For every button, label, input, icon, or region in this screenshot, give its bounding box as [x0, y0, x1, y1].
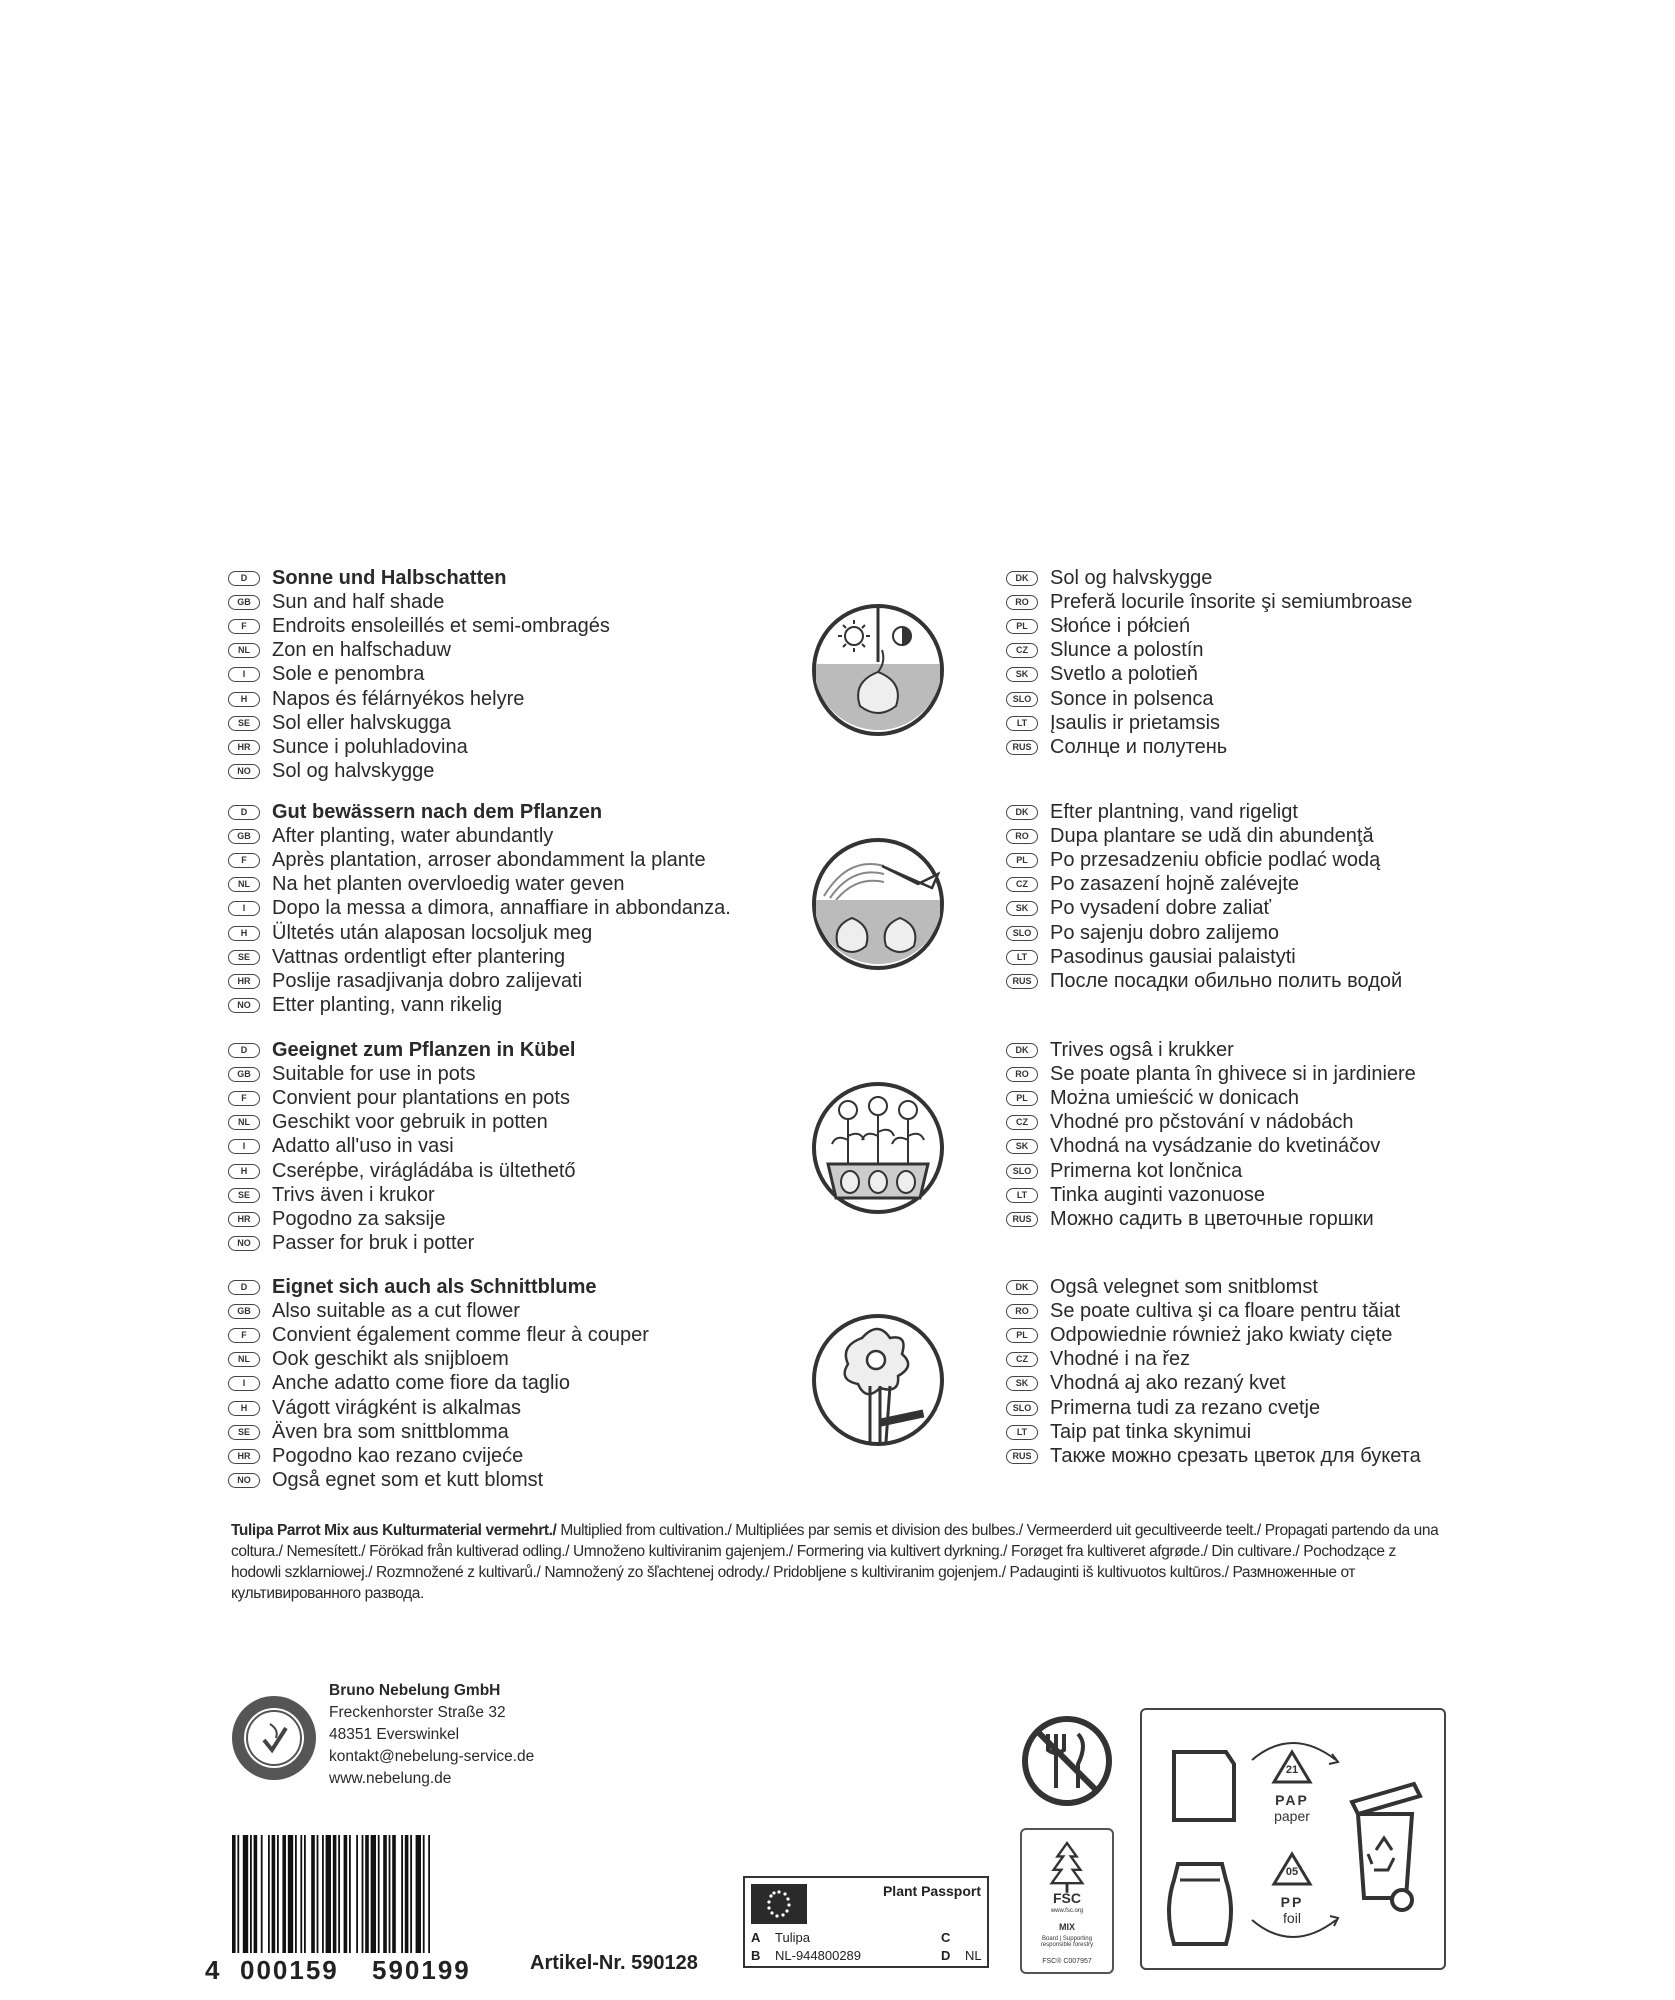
instruction-row [228, 1062, 576, 1086]
instruction-text: Svetlo a polotieň [1050, 663, 1198, 686]
country-code-badge: D [228, 805, 260, 820]
barcode-bar [392, 1835, 396, 1953]
country-code-badge: HR [228, 1212, 260, 1227]
instruction-row [228, 566, 610, 590]
country-code-badge: SLO [1006, 1164, 1038, 1179]
country-code-badge: D [228, 1043, 260, 1058]
instruction-row [228, 1469, 649, 1493]
country-code-badge: SK [1006, 901, 1038, 916]
barcode-bar [295, 1835, 297, 1953]
country-code-badge: SE [228, 950, 260, 965]
instruction-text: Įsaulis ir prietamsis [1050, 711, 1221, 734]
instruction-text: После посадки обильно полить водой [1050, 969, 1403, 992]
country-code-badge: F [228, 619, 260, 634]
country-code-badge: NL [228, 643, 260, 658]
instruction-text: Etter planting, vann rikelig [272, 994, 503, 1017]
instruction-row [1006, 800, 1402, 824]
country-code-badge: DK [1006, 1043, 1038, 1058]
instruction-row [1006, 1086, 1416, 1110]
instruction-text: Anche adatto come fiore da taglio [272, 1372, 570, 1395]
instruction-row [228, 994, 731, 1018]
instruction-row [1006, 1348, 1421, 1372]
instruction-row [1006, 945, 1402, 969]
pap-code: 21 [1285, 1764, 1299, 1776]
fsc-logo-text: FSC [1053, 1890, 1081, 1906]
instruction-row [228, 1159, 576, 1183]
not-food-icon [1018, 1712, 1116, 1810]
arrow-to-bin-icon [1242, 1720, 1342, 1960]
barcode-bar [365, 1835, 369, 1953]
country-code-badge: F [228, 1091, 260, 1106]
instruction-row [1006, 873, 1402, 897]
instruction-text: Primerna tudi za rezano cvetje [1050, 1396, 1321, 1419]
country-code-badge: SK [1006, 667, 1038, 682]
instruction-text: Tinka auginti vazonuose [1050, 1183, 1265, 1206]
country-code-badge: LT [1006, 1188, 1038, 1203]
instruction-row [228, 735, 610, 759]
instruction-text: Geeignet zum Pflanzen in Kübel [272, 1038, 576, 1061]
barcode-bar [232, 1835, 236, 1953]
country-code-badge: H [228, 1401, 260, 1416]
instruction-column-right [1006, 800, 1402, 994]
instruction-text: Na het planten overvloedig water geven [272, 873, 625, 896]
country-code-badge: PL [1006, 853, 1038, 868]
instruction-text: Po zasazení hojně zalévejte [1050, 873, 1300, 896]
instruction-text: Dupa plantare se udă din abundenţă [1050, 824, 1374, 847]
barcode-bar [272, 1835, 276, 1953]
company-address [329, 1680, 534, 1790]
instruction-row [228, 1183, 576, 1207]
instruction-column-left [228, 566, 610, 784]
pap-sub: paper [1274, 1808, 1310, 1824]
country-code-badge: RO [1006, 1304, 1038, 1319]
country-code-badge: HR [228, 1449, 260, 1464]
passport-d-value: NL [965, 1948, 982, 1963]
barcode-bar [356, 1835, 358, 1953]
instruction-text: Även bra som snittblomma [272, 1420, 509, 1443]
instruction-row [228, 687, 610, 711]
instruction-text: Также можно срезать цветок для букета [1050, 1444, 1421, 1467]
barcode-bar [326, 1835, 331, 1953]
country-code-badge: DK [1006, 1280, 1038, 1295]
instruction-row [228, 1444, 649, 1468]
instruction-row [1006, 824, 1402, 848]
country-code-badge: RUS [1006, 1449, 1038, 1464]
instruction-row [1006, 1135, 1416, 1159]
foil-bag-icon [1160, 1854, 1240, 1954]
instruction-text: Odpowiednie również jako kwiaty cięte [1050, 1323, 1393, 1346]
barcode-bar [401, 1835, 403, 1953]
instruction-text: Passer for bruk i potter [272, 1232, 475, 1255]
barcode-bar [288, 1835, 293, 1953]
instruction-text: Można umieścić w donicach [1050, 1086, 1299, 1109]
instruction-text: Taip pat tinka skynimui [1050, 1420, 1252, 1443]
country-code-badge: RO [1006, 829, 1038, 844]
instruction-row [1006, 1396, 1421, 1420]
country-code-badge: SLO [1006, 926, 1038, 941]
country-code-badge: NL [228, 1352, 260, 1367]
barcode-bar [371, 1835, 376, 1953]
barcode-bar [254, 1835, 258, 1953]
instruction-text: Солнце и полутень [1050, 735, 1228, 758]
instruction-text: Zon en halfschaduw [272, 639, 452, 662]
fsc-mix: MIX [1058, 1922, 1075, 1932]
instruction-row [228, 760, 610, 784]
instruction-text: Sonne und Halbschatten [272, 566, 507, 589]
instruction-row [228, 663, 610, 687]
barcode-bar [237, 1835, 239, 1953]
barcode-bar [416, 1835, 421, 1953]
company-street: Freckenhorster Straße 32 [329, 1704, 506, 1721]
instruction-text: Also suitable as a cut flower [272, 1299, 520, 1322]
barcode-bar [268, 1835, 270, 1953]
pp-code: 05 [1285, 1866, 1299, 1878]
instruction-text: Dopo la messa a dimora, annaffiare in abbondanza. [272, 897, 731, 920]
instruction-row [1006, 590, 1412, 614]
country-code-badge: SLO [1006, 1401, 1038, 1416]
fsc-code: FSC® C007957 [1042, 1958, 1092, 1965]
instruction-text: Po przesadzeniu obficie podlać wodą [1050, 848, 1381, 871]
instruction-row [1006, 897, 1402, 921]
instruction-text: Sol og halvskygge [272, 760, 435, 783]
country-code-badge: D [228, 571, 260, 586]
instruction-row [228, 873, 731, 897]
country-code-badge: GB [228, 829, 260, 844]
country-code-badge: DK [1006, 805, 1038, 820]
country-code-badge: I [228, 1139, 260, 1154]
pap-label: PAP [1275, 1792, 1309, 1808]
instruction-text: Vhodné i na řez [1050, 1348, 1191, 1371]
instruction-text: Adatto all'uso in vasi [272, 1135, 454, 1158]
instruction-text: Pogodno kao rezano cvijeće [272, 1444, 524, 1467]
barcode-bar [311, 1835, 315, 1953]
instruction-text: Après plantation, arroser abondamment la plante [272, 848, 706, 871]
instruction-text: Vattnas ordentligt efter plantering [272, 945, 566, 968]
instruction-row [228, 1207, 576, 1231]
passport-a-label: A [751, 1930, 761, 1945]
plant-passport-title: Plant Passport [882, 1883, 981, 1899]
instruction-row [228, 1038, 576, 1062]
instruction-row [228, 711, 610, 735]
instruction-text: Se poate cultiva şi ca floare pentru tăiat [1050, 1299, 1401, 1322]
country-code-badge: F [228, 853, 260, 868]
instruction-text: After planting, water abundantly [272, 824, 554, 847]
country-code-badge: LT [1006, 1425, 1038, 1440]
instruction-text: Po sajenju dobro zalijemo [1050, 921, 1280, 944]
country-code-badge: I [228, 901, 260, 916]
instruction-row [1006, 1183, 1416, 1207]
article-number: Artikel-Nr. 590128 [530, 1952, 698, 1974]
barcode-bar [304, 1835, 306, 1953]
instruction-text: Primerna kot lončnica [1050, 1159, 1243, 1182]
country-code-badge: I [228, 1376, 260, 1391]
instruction-text: Endroits ensoleillés et semi-ombragés [272, 614, 610, 637]
country-code-badge: SK [1006, 1376, 1038, 1391]
recycling-box [1140, 1708, 1446, 1970]
instruction-text: Convient également comme fleur à couper [272, 1323, 649, 1346]
country-code-badge: PL [1006, 1328, 1038, 1343]
instruction-row [228, 824, 731, 848]
instruction-row [1006, 1062, 1416, 1086]
barcode-bar [349, 1835, 351, 1953]
country-code-badge: RUS [1006, 974, 1038, 989]
barcode [228, 1835, 498, 1953]
cultivation-footnote [231, 1520, 1446, 1604]
instruction-text: Vágott virágként is alkalmas [272, 1396, 522, 1419]
barcode-bar [243, 1835, 248, 1953]
instruction-row [228, 1275, 649, 1299]
country-code-badge: RO [1006, 1067, 1038, 1082]
instruction-text: Ültetés után alaposan locsoljuk meg [272, 921, 593, 944]
instruction-text: Можно садить в цветочные горшки [1050, 1207, 1374, 1230]
passport-c-label: C [941, 1930, 951, 1945]
instruction-column-right [1006, 566, 1412, 760]
pp-sub: foil [1283, 1910, 1301, 1926]
fsc-claim: Board | Supporting responsible forestry [1040, 1936, 1094, 1948]
instruction-row [1006, 663, 1412, 687]
barcode-bar [405, 1835, 409, 1953]
instruction-row [1006, 614, 1412, 638]
instruction-row [228, 590, 610, 614]
barcode-bar [428, 1835, 430, 1953]
instruction-row [1006, 1111, 1416, 1135]
instruction-column-right [1006, 1275, 1421, 1469]
eu-flag-icon [751, 1884, 807, 1924]
company-website: www.nebelung.de [329, 1770, 452, 1787]
country-code-badge: SLO [1006, 692, 1038, 707]
instruction-row [228, 848, 731, 872]
instruction-row [228, 1135, 576, 1159]
instruction-text: Cserépbe, virágládába is ültethető [272, 1159, 576, 1182]
barcode-bar [277, 1835, 279, 1953]
country-code-badge: NO [228, 764, 260, 779]
company-city: 48351 Everswinkel [329, 1726, 460, 1743]
fsc-label [1020, 1828, 1114, 1974]
flower-pot-icon [810, 1080, 946, 1216]
country-code-badge: H [228, 1164, 260, 1179]
instruction-text: Preferă locurile însorite şi semiumbroase [1050, 590, 1413, 613]
country-code-badge: PL [1006, 619, 1038, 634]
passport-d-label: D [941, 1948, 951, 1963]
instruction-text: Sun and half shade [272, 590, 445, 613]
instruction-text: Se poate planta în ghivece si in jardiniere [1050, 1062, 1416, 1085]
instruction-row [1006, 639, 1412, 663]
instruction-row [1006, 1444, 1421, 1468]
instruction-row [1006, 1207, 1416, 1231]
instruction-row [228, 1372, 649, 1396]
country-code-badge: GB [228, 1067, 260, 1082]
passport-b-value: NL-944800289 [775, 1948, 862, 1963]
barcode-group-2: 590199 [372, 1955, 471, 1985]
country-code-badge: SE [228, 1188, 260, 1203]
country-code-badge: I [228, 667, 260, 682]
cut-flower-icon [810, 1312, 946, 1448]
company-email: kontakt@nebelung-service.de [329, 1748, 535, 1765]
instruction-text: Ogsâ velegnet som snitblomst [1050, 1275, 1318, 1298]
fsc-website: www.fsc.org [1050, 1908, 1084, 1914]
country-code-badge: DK [1006, 571, 1038, 586]
country-code-badge: NO [228, 1473, 260, 1488]
country-code-badge: PL [1006, 1091, 1038, 1106]
instruction-row [228, 969, 731, 993]
barcode-first-digit: 4 [205, 1955, 222, 1985]
country-code-badge: H [228, 692, 260, 707]
instruction-text: Convient pour plantations en pots [272, 1086, 570, 1109]
instruction-row [1006, 969, 1402, 993]
instruction-row [228, 897, 731, 921]
instruction-row [1006, 1038, 1416, 1062]
country-code-badge: RUS [1006, 740, 1038, 755]
recycling-bin-icon [1346, 1776, 1436, 1916]
barcode-bar [423, 1835, 425, 1953]
instruction-row [1006, 687, 1412, 711]
barcode-group-1: 000159 [240, 1955, 339, 1985]
instruction-text: Sole e penombra [272, 663, 425, 686]
instruction-row [228, 614, 610, 638]
country-code-badge: CZ [1006, 643, 1038, 658]
instruction-row [1006, 1372, 1421, 1396]
instruction-row [1006, 1299, 1421, 1323]
instruction-row [1006, 921, 1402, 945]
barcode-bar [322, 1835, 324, 1953]
instruction-text: Po vysadení dobre zaliať [1050, 897, 1271, 920]
country-code-badge: RO [1006, 595, 1038, 610]
country-code-badge: NL [228, 877, 260, 892]
instruction-row [1006, 1420, 1421, 1444]
instruction-text: Sol eller halvskugga [272, 711, 451, 734]
country-code-badge: GB [228, 1304, 260, 1319]
country-code-badge: GB [228, 595, 260, 610]
instruction-row [228, 1396, 649, 1420]
instruction-text: Vhodná aj ako rezaný kvet [1050, 1372, 1286, 1395]
country-code-badge: HR [228, 974, 260, 989]
barcode-bar [383, 1835, 387, 1953]
country-code-badge: H [228, 926, 260, 941]
instruction-text: Pasodinus gausiai palaistyti [1050, 945, 1296, 968]
country-code-badge: NO [228, 1236, 260, 1251]
instruction-text: Vhodná na vysádzanie do kvetináčov [1050, 1135, 1381, 1158]
instruction-row [1006, 735, 1412, 759]
plant-passport [743, 1876, 989, 1968]
instruction-text: Eignet sich auch als Schnittblume [272, 1275, 597, 1298]
country-code-badge: NL [228, 1115, 260, 1130]
instruction-text: Vhodné pro pčstování v nádobách [1050, 1111, 1354, 1134]
footnote-rest: Multiplied from cultivation./ Multipliées par semis et division des bulbes./ Vermeerderd uit gecultiveerde teelt./ Propagati partendo da una coltura./ Nemesített./ Förökad från kultiverad odling./ Umnoženo kultiviranim gajenjem./ Formering via kultivert dyrkning./ Forøget fra kultiveret afgrøde./ Din cultivare./ Pochodzące z hodowli szklarniowej./ Rozmnožené z kultivarů./ Namnožený zo šľachtenej odrody./ Pridobljene s kultiviranim gojenjem./ Padauginti iš kultivuotos kultūros./ Размноженные от культивированного развода. [231, 1522, 1439, 1602]
country-code-badge: LT [1006, 950, 1038, 965]
country-code-badge: SK [1006, 1139, 1038, 1154]
instruction-text: Sunce i poluhladovina [272, 735, 468, 758]
instruction-text: Poslije rasadjivanja dobro zalijevati [272, 969, 583, 992]
instruction-text: Napos és félárnyékos helyre [272, 687, 525, 710]
barcode-bar [300, 1835, 302, 1953]
instruction-text: Suitable for use in pots [272, 1062, 476, 1085]
instruction-row [1006, 711, 1412, 735]
passport-b-label: B [751, 1948, 761, 1963]
instruction-text: Slunce a polostín [1050, 639, 1204, 662]
instruction-row [228, 945, 731, 969]
instruction-row [1006, 1159, 1416, 1183]
instruction-text: Pogodno za saksije [272, 1207, 446, 1230]
instruction-text: Sol og halvskygge [1050, 566, 1213, 589]
instruction-text: Gut bewässern nach dem Pflanzen [272, 800, 603, 823]
country-code-badge: D [228, 1280, 260, 1295]
barcode-bar [338, 1835, 340, 1953]
instruction-row [228, 1323, 649, 1347]
country-code-badge: F [228, 1328, 260, 1343]
instruction-text: Słońce i półcień [1050, 614, 1191, 637]
country-code-badge: CZ [1006, 1115, 1038, 1130]
barcode-bar [389, 1835, 391, 1953]
sun-half-shade-icon [810, 602, 946, 738]
instruction-row [228, 1299, 649, 1323]
instruction-row [228, 1420, 649, 1444]
country-code-badge: SE [228, 1425, 260, 1440]
footnote-bold: Tulipa Parrot Mix aus Kulturmaterial vermehrt./ [231, 1522, 557, 1539]
instruction-row [1006, 848, 1402, 872]
instruction-text: Efter plantning, vand rigeligt [1050, 800, 1298, 823]
barcode-bar [261, 1835, 263, 1953]
instruction-column-left [228, 1038, 576, 1256]
barcode-bar [344, 1835, 348, 1953]
fsc-tree-icon [1022, 1836, 1112, 1896]
instruction-text: Geschikt voor gebruik in potten [272, 1111, 548, 1134]
barcode-bar [282, 1835, 286, 1953]
instruction-column-left [228, 800, 731, 1018]
country-code-badge: HR [228, 740, 260, 755]
barcode-bar [362, 1835, 364, 1953]
instruction-column-right [1006, 1038, 1416, 1232]
country-code-badge: NO [228, 998, 260, 1013]
barcode-bar [333, 1835, 337, 1953]
instruction-text: Sonce in polsenca [1050, 687, 1214, 710]
barcode-bar [317, 1835, 319, 1953]
instruction-column-left [228, 1275, 649, 1493]
instruction-text: Trivs även i krukor [272, 1183, 435, 1206]
instruction-row [1006, 1275, 1421, 1299]
instruction-row [228, 800, 731, 824]
country-code-badge: CZ [1006, 877, 1038, 892]
pp-label: PP [1280, 1894, 1304, 1910]
watering-can-icon [810, 836, 946, 972]
instruction-row [1006, 1323, 1421, 1347]
country-code-badge: RUS [1006, 1212, 1038, 1227]
instruction-row [228, 1086, 576, 1110]
instruction-text: Også egnet som et kutt blomst [272, 1469, 544, 1492]
instruction-row [228, 1232, 576, 1256]
barcode-bar [250, 1835, 252, 1953]
instruction-row [228, 1348, 649, 1372]
country-code-badge: LT [1006, 716, 1038, 731]
country-code-badge: CZ [1006, 1352, 1038, 1367]
instruction-row [228, 921, 731, 945]
paper-sheet-icon [1160, 1746, 1240, 1826]
instruction-text: Trives ogsâ i krukker [1050, 1038, 1234, 1061]
company-name: Bruno Nebelung GmbH [329, 1682, 501, 1699]
instruction-row [1006, 566, 1412, 590]
sustainable-supplier-seal-icon [230, 1694, 318, 1782]
instruction-row [228, 1111, 576, 1135]
country-code-badge: SE [228, 716, 260, 731]
instruction-text: Ook geschikt als snijbloem [272, 1348, 509, 1371]
passport-a-value: Tulipa [775, 1930, 810, 1945]
barcode-bar [378, 1835, 380, 1953]
instruction-row [228, 639, 610, 663]
barcode-bar [410, 1835, 412, 1953]
